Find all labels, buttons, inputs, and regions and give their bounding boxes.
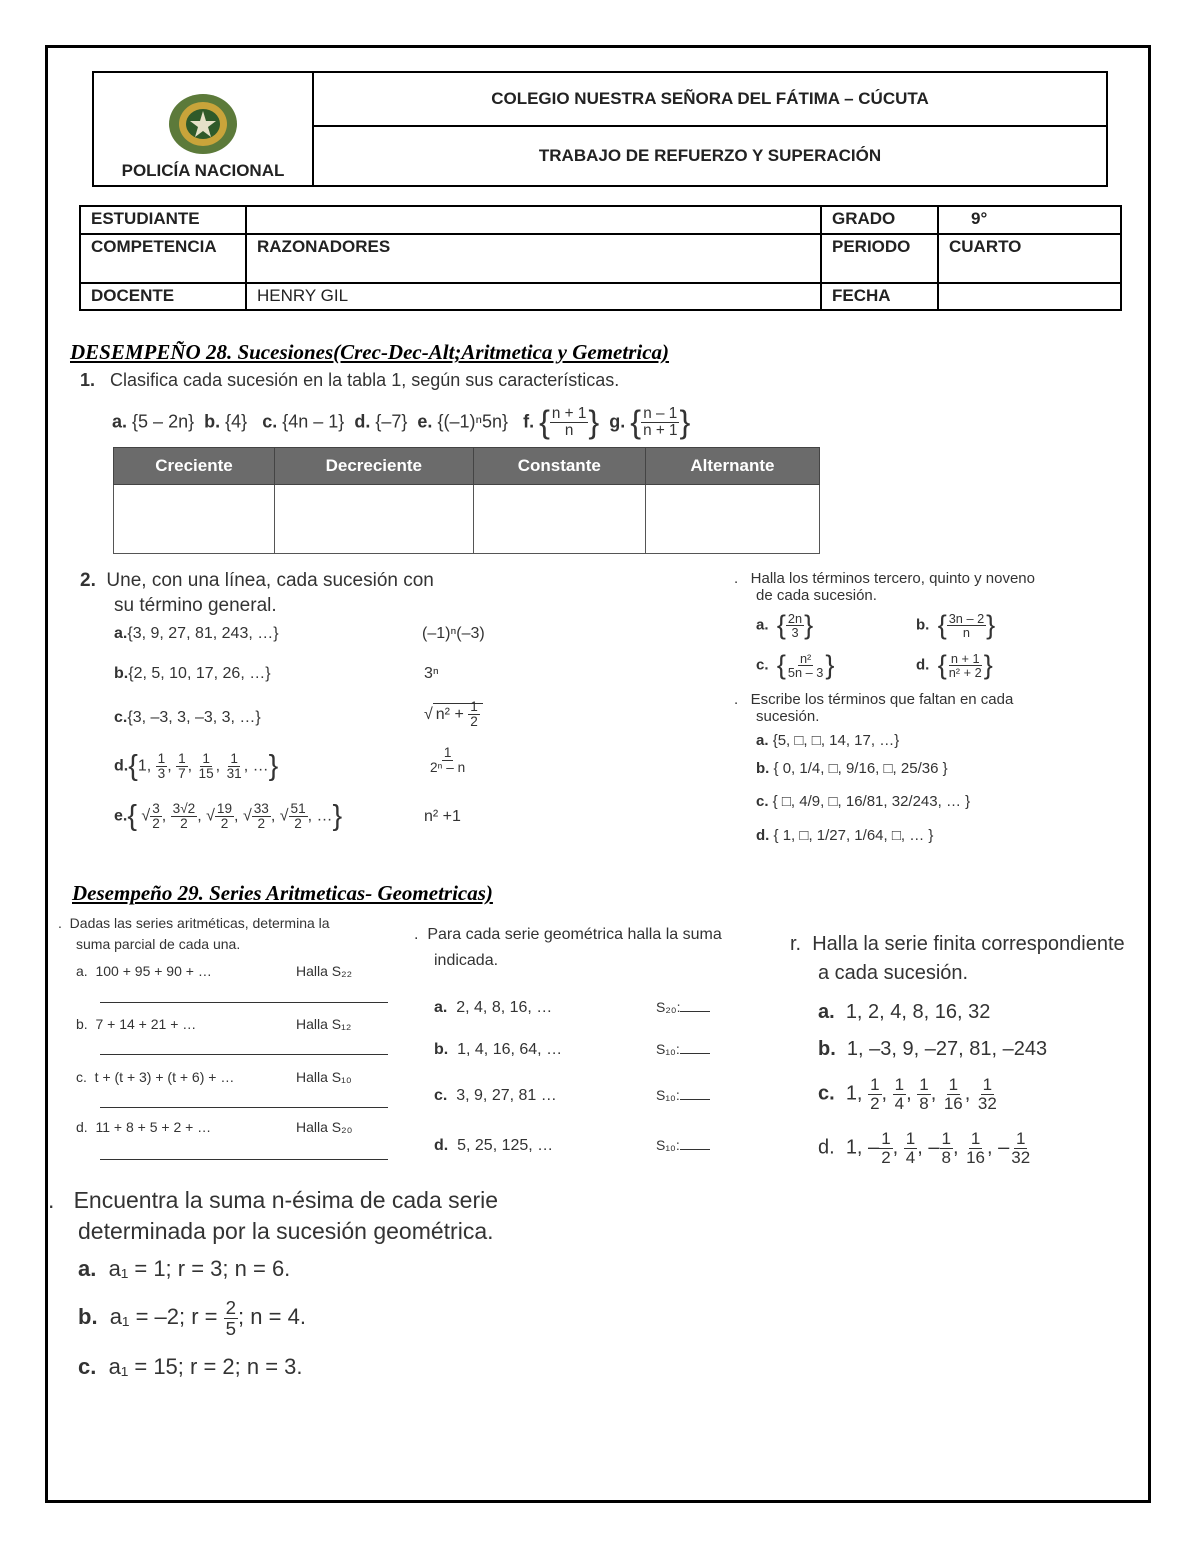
s2-find-c: S₁₀: [656,1087,710,1103]
cell-constante[interactable] [473,485,645,554]
s1-item-d: d. 11 + 8 + 5 + 2 + … [76,1119,212,1135]
s3-item-b: b. 1, –3, 9, –27, 81, –243 [818,1038,1048,1060]
q3-prompt: . Halla los términos tercero, quinto y noveno [734,570,1035,587]
q1-label-g: g. [609,411,626,432]
q1-seq-c: {4n – 1} [282,411,345,432]
competence-value: RAZONADORES [246,234,821,283]
q4-prompt: . Escribe los términos que faltan en cada [734,691,1014,708]
s3-text-2: a cada sucesión. [818,962,969,984]
student-field[interactable] [246,206,821,234]
s2-find-d: S₁₀: [656,1137,710,1153]
header-table [92,71,1108,187]
s2-item-b: b. 1, 4, 16, 64, … [434,1041,563,1058]
d28-title: DESEMPEÑO 28. Sucesiones(Crec-Dec-Alt;Aritmetica y Gemetrica) [70,340,670,364]
q4-item-c: c. { □, 4/9, □, 16/81, 32/243, … } [756,793,971,810]
s1-answer-line-b[interactable] [100,1054,388,1055]
q3-item-c: c. { $\frac{\text{n²}}{5n - 3}$ } [756,650,835,680]
q2-text-1: Une, con una línea, cada sucesión con [106,570,434,591]
period-value: CUARTO [938,234,1121,283]
s4-prompt: . Encuentra la suma n-ésima de cada serie [48,1187,499,1213]
q1-seq-d: {–7} [375,411,408,432]
q2-item-c: c.{3, –3, 3, –3, 3, …} [114,709,261,726]
q2-term-e: n² +1 [424,808,461,825]
s1-prompt: . Dadas las series aritméticas, determina la [58,915,330,931]
q2-item-a: a.{3, 9, 27, 81, 243, …} [114,625,279,642]
q1-text: Clasifica cada sucesión en la tabla 1, según sus características. [110,370,620,390]
q1-prompt [80,370,619,391]
competence-label: COMPETENCIA [80,234,246,283]
s2-find-a: S₂₀: [656,999,710,1015]
q1-seq-f: $\frac{n + 1}{n}$ [551,404,587,439]
q1-label-e: e. [417,411,433,432]
s3-item-c: c. 1, $\frac{1}{2}$ , $\frac{1}{4}$ , $\frac{1}{8}$ , $\frac{1}{16}$ , $\frac{1}{32}$ [818,1075,997,1113]
q2-term-a: (–1)ⁿ(–3) [422,625,485,642]
q3-item-a: a. { $\frac{2n}{3}$ } [756,610,814,640]
q1-label-d: d. [354,411,371,432]
col-decreciente: Decreciente [274,448,473,485]
cell-alternante[interactable] [645,485,819,554]
q1-label-a: a. [112,411,128,432]
q1-label-c: c. [262,411,278,432]
q2-term-d: $\frac{1}{\text{2ⁿ – n}}$ [430,745,466,776]
col-alternante: Alternante [645,448,819,485]
q3-item-b: b. { $\frac{3n - 2}{n}$ } [916,610,996,640]
s1-item-a: a. 100 + 95 + 90 + … [76,963,212,979]
s3-item-d: d. 1, – $\frac{1}{2}$ , $\frac{1}{4}$ , – $\frac{1}{8}$ , $\frac{1}{16}$ , – $\frac{1}{32}$ [818,1129,1031,1167]
grade-value: 9° [938,206,1121,234]
classification-table [113,447,820,554]
col-creciente: Creciente [114,448,275,485]
s2-item-a: a. 2, 4, 8, 16, … [434,999,553,1016]
q1-label-f: f. [523,411,535,432]
q1-label-b: b. [204,411,221,432]
q3-text-2: de cada sucesión. [756,587,877,604]
s1-answer-line-c[interactable] [100,1107,388,1108]
info-table [79,205,1122,311]
period-label: PERIODO [821,234,938,283]
q2-item-b: b.{2, 5, 10, 17, 26, …} [114,665,271,682]
col-constante: Constante [473,448,645,485]
q2-term-c: √ n² + $\frac{1}{2}$ [424,700,483,730]
teacher-label: DOCENTE [80,283,246,310]
s2-item-d: d. 5, 25, 125, … [434,1137,554,1154]
police-emblem-icon [165,91,241,157]
s1-answer-line-a[interactable] [100,1002,388,1003]
student-label: ESTUDIANTE [80,206,246,234]
s3-item-a: a. 1, 2, 4, 8, 16, 32 [818,1001,991,1023]
s4-item-a: a. a₁ = 1; r = 3; n = 6. [78,1256,291,1281]
s1-find-d: Halla S₂₀ [296,1119,353,1135]
s1-item-c: c. t + (t + 3) + (t + 6) + … [76,1069,235,1085]
q2-term-b: 3ⁿ [424,665,439,682]
s1-text-2: suma parcial de cada una. [76,936,241,952]
s2-prompt: . Para cada serie geométrica halla la suma [414,926,722,943]
s3-prompt: r. Halla la serie finita correspondiente [790,933,1125,955]
date-label: FECHA [821,283,938,310]
cell-creciente[interactable] [114,485,275,554]
school-name: COLEGIO NUESTRA SEÑORA DEL FÁTIMA – CÚCUTA [313,72,1107,126]
s1-find-c: Halla S₁₀ [296,1069,352,1085]
q2-item-d: d.{1, $\frac{1}{3}$ , $\frac{1}{7}$ , $\frac{1}{15}$ , $\frac{1}{31}$ , …} [114,750,279,782]
s2-item-c: c. 3, 9, 27, 81 … [434,1087,557,1104]
q4-item-b: b. { 0, 1/4, □, 9/16, □, 25/36 } [756,760,948,777]
s1-item-b: b. 7 + 14 + 21 + … [76,1016,197,1032]
cell-decreciente[interactable] [274,485,473,554]
date-field[interactable] [938,283,1121,310]
s1-answer-line-d[interactable] [100,1159,388,1160]
q4-text-2: sucesión. [756,708,820,725]
q2-text-2: su término general. [114,595,277,616]
q2-prompt [80,570,434,592]
grade-label: GRADO [821,206,938,234]
q1-number: 1. [80,370,96,390]
q1-seq-b: {4} [225,411,248,432]
q4-item-d: d. { 1, □, 1/27, 1/64, □, … } [756,827,934,844]
d29-title: Desempeño 29. Series Aritmeticas- Geometricas) [72,881,493,905]
logo-cell [93,72,313,186]
q1-items: a. {5 – 2n} b. {4} c. {4n – 1} d. {–7} e. {(–1)ⁿ5n} f. { $\frac{n + 1}{n}$ } g. { $\frac{n - 1}{n + 1}$ } [112,404,691,440]
q4-item-a: a. {5, □, □, 14, 17, …} [756,732,900,749]
s2-text-2: indicada. [434,952,499,969]
institution-name: POLICÍA NACIONAL [121,161,285,180]
s4-item-b: b. a₁ = –2; r = $\frac{2}{5}$ ; n = 4. [78,1297,306,1339]
q1-seq-e: {(–1)ⁿ5n} [437,411,509,432]
s4-text-2: determinada por la sucesión geométrica. [78,1218,494,1244]
teacher-value: HENRY GIL [246,283,821,310]
s4-item-c: c. a₁ = 15; r = 2; n = 3. [78,1354,303,1379]
s2-find-b: S₁₀: [656,1041,710,1057]
q2-item-e: e.{ √ $\frac{3}{2}$ , $\frac{3√2}{2}$ , √ $\frac{19}{2}$ , √ $\frac{33}{2}$ , √ $\frac{51}{2}$ , …} [114,800,343,832]
work-title: TRABAJO DE REFUERZO Y SUPERACIÓN [313,126,1107,186]
s1-find-a: Halla S₂₂ [296,963,352,979]
q2-number: 2. [80,570,96,591]
q3-item-d: d. { $\frac{n + 1}{\text{n² + 2}}$ } [916,650,993,680]
q1-seq-g: $\frac{n - 1}{n + 1}$ [643,404,678,439]
s1-find-b: Halla S₁₂ [296,1016,352,1032]
q1-seq-a: {5 – 2n} [132,411,195,432]
